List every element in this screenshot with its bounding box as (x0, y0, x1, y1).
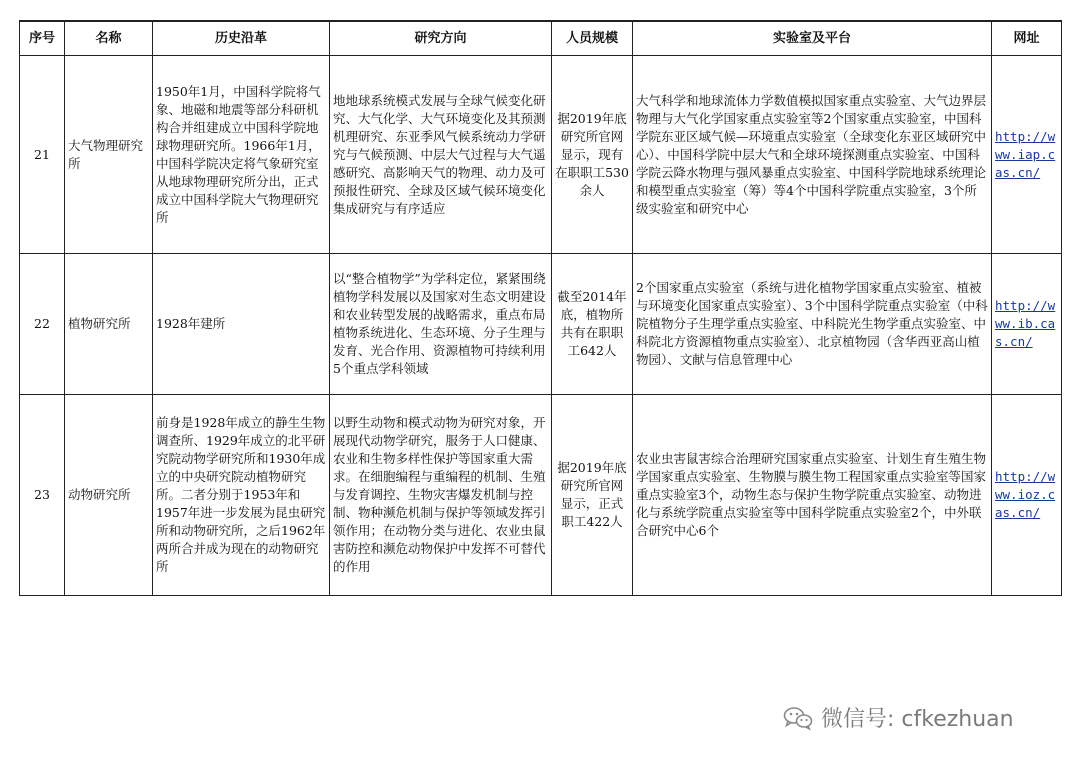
cell-name: 动物研究所 (65, 395, 153, 596)
cell-direction: 以野生动物和模式动物为研究对象，开展现代动物学研究，服务于人口健康、农业和生物多样性保护等国家重大需求。在细胞编程与重编程的机制、生殖与发育调控、生物灾害爆发机制与控制、物种濒危机制与保护等领域发挥引领作用；在动物分类与进化、农业虫鼠害防控和濒危动物保护中发挥不可替代的作用 (330, 395, 552, 596)
cell-name: 大气物理研究所 (65, 56, 153, 254)
cell-name: 植物研究所 (65, 254, 153, 395)
cell-staff: 据2019年底研究所官网显示，现有在职职工530余人 (552, 56, 633, 254)
cell-num: 23 (20, 395, 65, 596)
cell-staff: 截至2014年底，植物所共有在职职工642人 (552, 254, 633, 395)
cell-staff: 据2019年底研究所官网显示，正式职工422人 (552, 395, 633, 596)
cell-history: 前身是1928年成立的静生生物调查所、1929年成立的北平研究院动物学研究所和1930年成立的中央研究院动植物研究所。二者分别于1953年和1957年进一步发展为昆虫研究所和动物研究所，之后1962年两所合并成为现在的动物研究所 (153, 395, 330, 596)
header-history: 历史沿革 (153, 21, 330, 56)
watermark-text: 微信号: cfkezhuan (821, 707, 1014, 732)
cell-history: 1928年建所 (153, 254, 330, 395)
header-name: 名称 (65, 21, 153, 56)
cell-url-link[interactable]: http://www.ib.cas.cn/ (992, 254, 1062, 395)
table-row (20, 254, 1062, 395)
cell-direction: 以“整合植物学”为学科定位，紧紧围绕植物学科发展以及国家对生态文明建设和农业转型发展的战略需求，重点布局植物系统进化、生态环境、分子生理与发育、光合作用、资源植物可持续利用5个重点学科领域 (330, 254, 552, 395)
header-num: 序号 (20, 21, 65, 56)
wechat-icon (783, 706, 813, 730)
table-row (20, 395, 1062, 596)
cell-history: 1950年1月，中国科学院将气象、地磁和地震等部分科研机构合并组建成立中国科学院地球物理研究所。1966年1月，中国科学院决定将气象研究室从地球物理研究所分出，正式成立中国科学院大气物理研究所 (153, 56, 330, 254)
institutes-table (19, 20, 1062, 596)
cell-num: 22 (20, 254, 65, 395)
cell-num: 21 (20, 56, 65, 254)
header-labs: 实验室及平台 (633, 21, 992, 56)
watermark (783, 702, 1014, 733)
header-direction: 研究方向 (330, 21, 552, 56)
header-url: 网址 (992, 21, 1062, 56)
cell-url-link[interactable]: http://www.ioz.cas.cn/ (992, 395, 1062, 596)
cell-url-link[interactable]: http://www.iap.cas.cn/ (992, 56, 1062, 254)
cell-direction: 地地球系统模式发展与全球气候变化研究、大气化学、大气环境变化及其预测机理研究、东亚季风气候系统动力学研究与气候预测、中层大气过程与大气遥感研究、高影响天气的物理、动力及可预报性研究、全球及区域气候环境变化集成研究与有序适应 (330, 56, 552, 254)
header-row (20, 21, 1062, 56)
cell-labs: 2个国家重点实验室（系统与进化植物学国家重点实验室、植被与环境变化国家重点实验室）、3个中国科学院重点实验室（中科院植物分子生理学重点实验室、中科院光生物学重点实验室、中科院北方资源植物重点实验室）、北京植物园（含华西亚高山植物园）、文献与信息管理中心 (633, 254, 992, 395)
header-staff: 人员规模 (552, 21, 633, 56)
table-row (20, 56, 1062, 254)
cell-labs: 大气科学和地球流体力学数值模拟国家重点实验室、大气边界层物理与大气化学国家重点实验室等2个国家重点实验室，中国科学院东亚区域气候—环境重点实验室（全球变化东亚区域研究中心）、中国科学院中层大气和全球环境探测重点实验室、中国科学院云降水物理与强风暴重点实验室、中国科学院地球系统理论和模型重点实验室（筹）等4个中国科学院重点实验室，3个所级实验室和研究中心 (633, 56, 992, 254)
cell-labs: 农业虫害鼠害综合治理研究国家重点实验室、计划生育生殖生物学国家重点实验室、生物膜与膜生物工程国家重点实验室等国家重点实验室3个，动物生态与保护生物学院重点实验室、动物进化与系统学院重点实验室等中国科学院重点实验室2个，中外联合研究中心6个 (633, 395, 992, 596)
